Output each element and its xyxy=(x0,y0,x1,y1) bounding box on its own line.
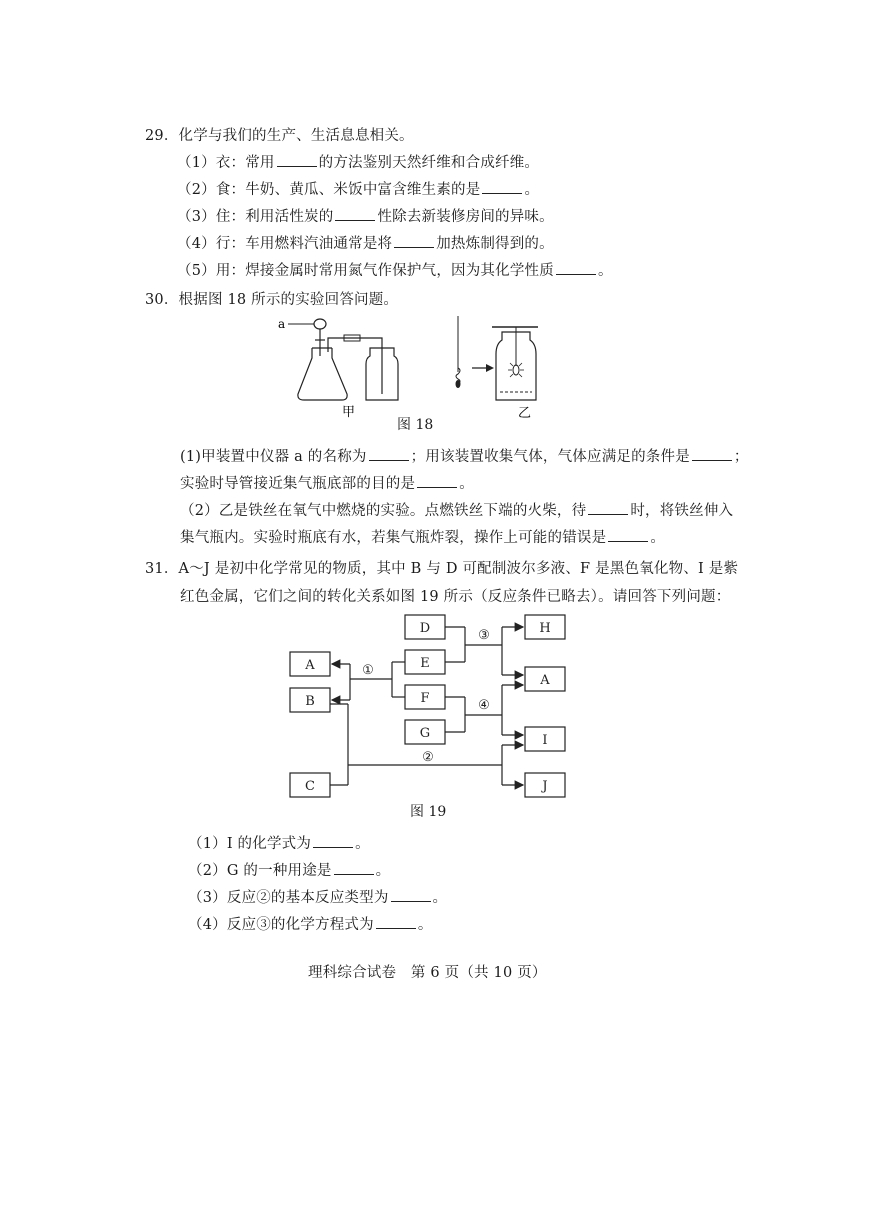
answer-blank[interactable] xyxy=(391,889,431,902)
box-label-H: H xyxy=(539,621,551,636)
q31-item-3: （3）反应②的基本反应类型为 。 xyxy=(188,890,448,906)
q30-part2-line2: 集气瓶内。实验时瓶底有水，若集气瓶炸裂，操作上可能的错误是 。 xyxy=(180,530,666,546)
label-a: a xyxy=(278,317,286,331)
q30-stem: 30．根据图 18 所示的实验回答问题。 xyxy=(145,292,399,308)
box-label-J: J xyxy=(542,779,548,794)
page-footer: 理科综合试卷 第 6 页（共 10 页） xyxy=(308,965,547,981)
q29-item-1: （1）衣：常用 的方法鉴别天然纤维和合成纤维。 xyxy=(177,155,540,171)
figure-18 xyxy=(270,312,560,424)
box-label-C: C xyxy=(305,779,315,794)
answer-blank[interactable] xyxy=(335,208,375,221)
box-label-B: B xyxy=(305,694,315,709)
q31-item-2: （2）G 的一种用途是 。 xyxy=(188,863,391,879)
box-label-G: G xyxy=(419,726,431,741)
reaction-mark-1: ① xyxy=(362,663,374,678)
q31-item-1: （1）I 的化学式为 。 xyxy=(188,836,370,852)
box-label-E: E xyxy=(420,656,430,671)
q31-item-4: （4）反应③的化学方程式为 。 xyxy=(188,917,433,933)
q29-stem: 29．化学与我们的生产、生活息息相关。 xyxy=(145,128,414,144)
q29-item-3: （3）住：利用活性炭的 性除去新装修房间的异味。 xyxy=(177,209,554,225)
answer-blank[interactable] xyxy=(482,181,522,194)
q31-stem-line1: 31．A～J 是初中化学常见的物质，其中 B 与 D 可配制波尔多液、F 是黑色氧化物、I 是紫 xyxy=(145,561,739,577)
q31-stem-line2: 红色金属，它们之间的转化关系如图 19 所示（反应条件已略去）。请回答下列问题： xyxy=(180,589,731,605)
reaction-mark-2: ② xyxy=(422,750,434,765)
label-yi: 乙 xyxy=(518,406,532,421)
q29-item-4: （4）行：车用燃料汽油通常是将 加热炼制得到的。 xyxy=(177,236,554,252)
box-label-I: I xyxy=(542,733,548,748)
answer-blank[interactable] xyxy=(692,448,732,461)
q29-item-2: （2）食：牛奶、黄瓜、米饭中富含维生素的是 。 xyxy=(177,182,540,198)
q30-part1-line1: (1)甲装置中仪器 a 的名称为 ；用该装置收集气体，气体应满足的条件是 ； xyxy=(180,449,749,465)
box-label-A-left: A xyxy=(305,658,315,673)
figure-19 xyxy=(270,605,590,805)
label-jia: 甲 xyxy=(342,405,356,420)
answer-blank[interactable] xyxy=(369,448,409,461)
q30-part2-line1: （2）乙是铁丝在氧气中燃烧的实验。点燃铁丝下端的火柴，待 时，将铁丝伸入 xyxy=(180,503,734,519)
answer-blank[interactable] xyxy=(277,154,317,167)
reaction-mark-3: ③ xyxy=(478,628,490,643)
answer-blank[interactable] xyxy=(556,262,596,275)
reaction-mark-4: ④ xyxy=(478,698,490,713)
answer-blank[interactable] xyxy=(588,502,628,515)
fig19-caption: 图 19 xyxy=(410,804,447,820)
box-label-D: D xyxy=(419,621,431,636)
answer-blank[interactable] xyxy=(417,475,457,488)
answer-blank[interactable] xyxy=(608,529,648,542)
answer-blank[interactable] xyxy=(376,916,416,929)
q29-item-5: （5）用：焊接金属时常用氮气作保护气，因为其化学性质 。 xyxy=(177,263,613,279)
q30-part1-line2: 实验时导管接近集气瓶底部的目的是 。 xyxy=(180,476,474,492)
box-label-A-right: A xyxy=(540,673,550,688)
fig18-caption: 图 18 xyxy=(397,417,434,433)
answer-blank[interactable] xyxy=(394,235,434,248)
answer-blank[interactable] xyxy=(313,835,353,848)
answer-blank[interactable] xyxy=(334,862,374,875)
box-label-F: F xyxy=(420,691,430,706)
